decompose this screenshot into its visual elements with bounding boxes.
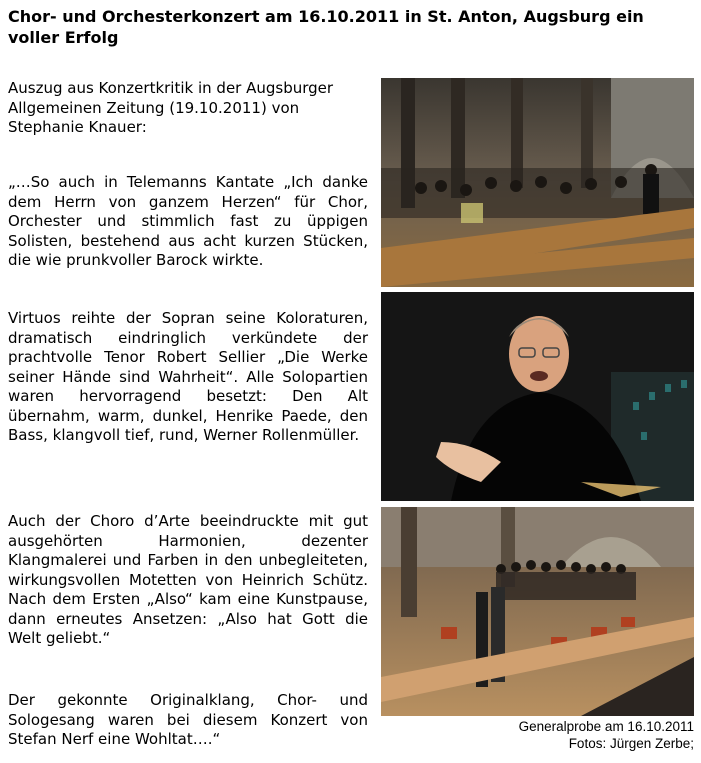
review-paragraph-4: Der gekonnte Originalklang, Chor- und Sologesang waren bei diesem Konzert von Stefan Nerf eine Wohltat….“ bbox=[8, 691, 368, 748]
photo-general-rehearsal bbox=[381, 507, 694, 716]
photo-credit: Fotos: Jürgen Zerbe; bbox=[568, 736, 694, 751]
photo-caption-rehearsal: Generalprobe am 16.10.2011 bbox=[518, 719, 694, 734]
review-paragraph-1: „…So auch in Telemanns Kantate „Ich danke dem Herrn von ganzem Herzen“ für Chor, Orchester und stimmlich fast zu üppigen Solisten, bestehend aus acht kurzen Stücken, die wie prunkvoller Barock wirkte. bbox=[8, 173, 368, 269]
review-paragraph-2: Virtuos reihte der Sopran seine Koloraturen, dramatisch eindringlich verkündete der prachtvolle Tenor Robert Sellier „Die Werke seiner Hände sind Wahrheit“. Alle Solopartien waren hervorragend besetzt: Den Alt übernahm, warm, dunkel, Henrike Paede, den Bass, klangvoll tief, rund, Werner Rollenmüller. bbox=[8, 309, 368, 444]
review-paragraph-3: Auch der Choro d’Arte beeindruckte mit gut ausgehörten Harmonien, dezenter Klangmalerei und Farben in den unbegleiteten, wirkungsvollen Motetten von Heinrich Schütz. Nach dem Ersten „Also“ kam eine Kunstpause, dann erneutes Ansetzen: „Also hat Gott die Welt geliebt.“ bbox=[8, 512, 368, 647]
photo-conductor bbox=[381, 292, 694, 501]
intro-paragraph: Auszug aus Konzertkritik in der Augsburger Allgemeinen Zeitung (19.10.2011) von Stephanie Knauer: bbox=[8, 79, 334, 136]
page-title: Chor- und Orchesterkonzert am 16.10.2011 in St. Anton, Augsburg ein voller Erfolg bbox=[8, 7, 644, 47]
photo-orchestra-nave bbox=[381, 78, 694, 287]
